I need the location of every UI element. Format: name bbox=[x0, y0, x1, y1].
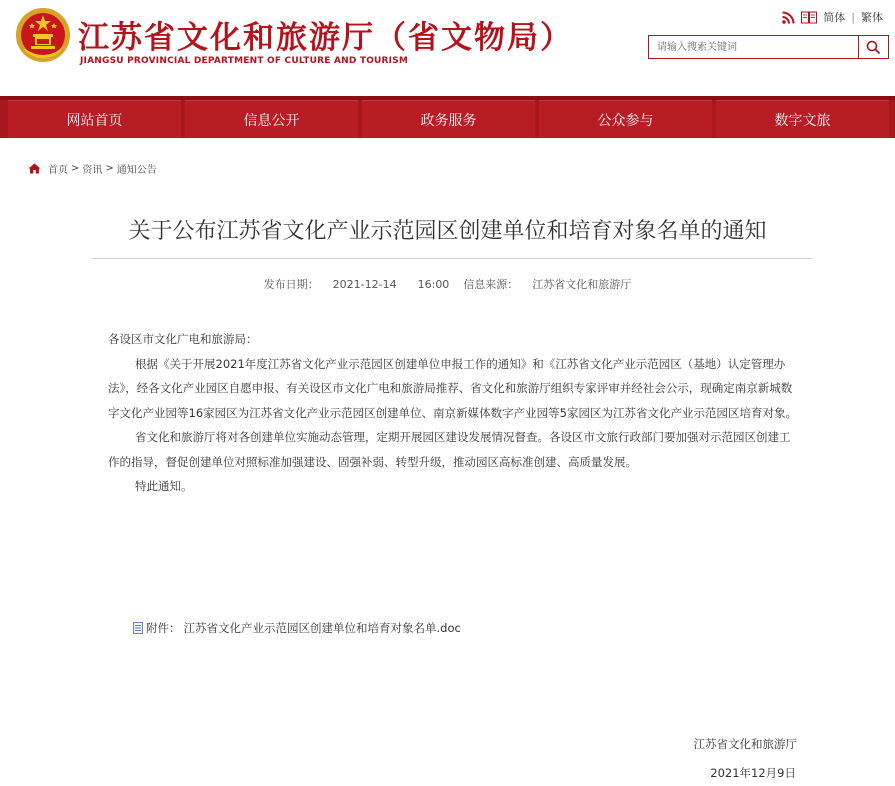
signature: 江苏省文化和旅游厅 bbox=[693, 737, 797, 751]
home-icon bbox=[28, 163, 41, 174]
book-icon[interactable] bbox=[801, 11, 817, 24]
article-title: 关于公布江苏省文化产业示范园区创建单位和培育对象名单的通知 bbox=[128, 219, 767, 244]
nav-item-digital-tourism[interactable]: 数字文旅 bbox=[716, 100, 889, 138]
lang-separator: | bbox=[851, 10, 855, 24]
source-info bbox=[463, 278, 631, 291]
publish-info bbox=[264, 278, 450, 291]
salutation: 各设区市文化广电和旅游局： bbox=[108, 332, 258, 346]
publish-date: 2021-12-14 bbox=[332, 278, 397, 291]
breadcrumb-separator: > bbox=[105, 163, 114, 174]
traditional-chinese-link[interactable]: 繁体 bbox=[861, 11, 883, 24]
nav-item-info-disclosure[interactable]: 信息公开 bbox=[185, 100, 358, 138]
search-icon bbox=[866, 40, 881, 55]
search-box bbox=[648, 35, 889, 59]
attachment-label: 附件： bbox=[146, 621, 181, 635]
breadcrumb-home[interactable]: 首页 bbox=[48, 165, 68, 176]
top-tools bbox=[782, 9, 883, 25]
simplified-chinese-link[interactable]: 简体 bbox=[823, 11, 846, 24]
breadcrumb-separator: > bbox=[71, 163, 80, 174]
search-input[interactable] bbox=[649, 36, 858, 58]
paragraph: 特此通知。 bbox=[135, 479, 193, 493]
publish-label: 发布日期： bbox=[263, 278, 319, 291]
paragraph: 省文化和旅游厅将对各创建单位实施动态管理，定期开展园区建设发展情况督查。各设区市文旅行政部门要加强对示范园区创建工作的指导，督促创建单位对照标准加强建设、固强补弱、转型升级，推动园区高标准创建、高质量发展。 bbox=[108, 430, 791, 469]
breadcrumb-notices[interactable]: 通知公告 bbox=[116, 165, 157, 176]
nav-item-gov-services[interactable]: 政务服务 bbox=[362, 100, 535, 138]
attachment-link[interactable] bbox=[133, 620, 461, 636]
nav-item-public-participation[interactable]: 公众参与 bbox=[539, 100, 712, 138]
publish-time: 16:00 bbox=[417, 278, 450, 291]
document-icon bbox=[133, 622, 143, 634]
rss-icon[interactable] bbox=[782, 11, 795, 24]
site-subtitle: JIANGSU PROVINCIAL DEPARTMENT OF CULTURE AND TOURISM bbox=[80, 56, 409, 66]
article-body bbox=[108, 327, 798, 499]
title-divider bbox=[92, 258, 812, 259]
nav-item-home[interactable]: 网站首页 bbox=[8, 100, 181, 138]
source-label: 信息来源： bbox=[463, 278, 519, 291]
search-button[interactable] bbox=[858, 36, 888, 58]
breadcrumb-news[interactable]: 资讯 bbox=[82, 165, 103, 176]
site-title[interactable]: 江苏省文化和旅游厅（省文物局） bbox=[78, 20, 573, 56]
nav-items bbox=[8, 100, 889, 138]
national-emblem-icon[interactable] bbox=[14, 6, 72, 64]
paragraph: 根据《关于开展2021年度江苏省文化产业示范园区创建单位申报工作的通知》和《江苏省文化产业示范园区（基地）认定管理办法》，经各文化产业园区自愿申报、有关设区市文化广电和旅游局推荐、省文化和旅游厅组织专家评审并经社会公示，现确定南京新城数字文化产业园等16家园区为江苏省文化产业示范园区创建单位、南京新媒体数字产业园等5家园区为江苏省文化产业示范园区培育对象。 bbox=[108, 356, 797, 420]
attachment-filename[interactable]: 江苏省文化产业示范园区创建单位和培育对象名单.doc bbox=[183, 621, 461, 635]
source-value: 江苏省文化和旅游厅 bbox=[532, 278, 632, 291]
breadcrumb bbox=[28, 161, 157, 176]
article-meta bbox=[0, 276, 895, 292]
site-header bbox=[0, 0, 895, 96]
sign-date: 2021年12月9日 bbox=[710, 766, 796, 780]
